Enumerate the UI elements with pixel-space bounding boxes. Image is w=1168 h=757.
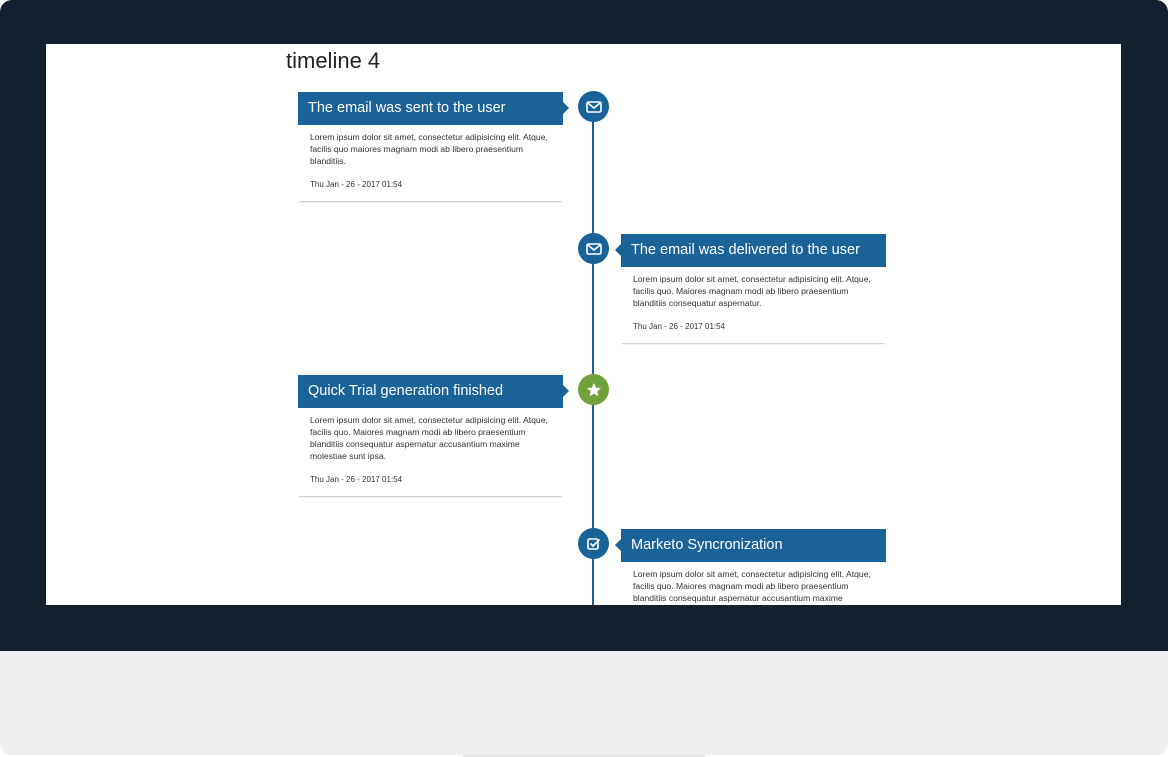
envelope-icon (578, 91, 609, 122)
event-body (621, 562, 886, 605)
timeline-event[interactable] (298, 375, 563, 496)
envelope-icon (578, 233, 609, 264)
screen (46, 44, 1121, 605)
event-description: Lorem ipsum dolor sit amet, consectetur adipisicing elit. Atque, facilis quo maiores magnam modi ab libero praesentium blanditiis. (310, 132, 548, 166)
page-title: timeline 4 (286, 48, 381, 73)
event-title: Quick Trial generation finished (298, 375, 563, 408)
event-title: The email was delivered to the user (621, 234, 886, 267)
event-date: Thu Jan - 26 - 2017 01:54 (310, 475, 403, 484)
event-date: Thu Jan - 26 - 2017 01:54 (310, 180, 403, 189)
star-icon (578, 374, 609, 405)
timeline-event[interactable] (621, 234, 886, 343)
event-body (621, 267, 886, 343)
event-body (298, 125, 563, 201)
event-title: Marketo Syncronization (621, 529, 886, 562)
timeline-event[interactable] (621, 529, 886, 605)
timeline-event[interactable] (298, 92, 563, 201)
event-title: The email was sent to the user (298, 92, 563, 125)
event-description: Lorem ipsum dolor sit amet, consectetur adipisicing elit. Atque, facilis quo. Maiores magnam modi ab libero praesentium blanditiis consequatur aspernatur accusantium maxime molestiae sunt ipsa. (310, 415, 548, 461)
monitor-chin (0, 651, 1168, 755)
event-description: Lorem ipsum dolor sit amet, consectetur adipisicing elit. Atque, facilis quo. Maiores magnam modi ab libero praesentium blanditiis consequatur aspernatur. (633, 274, 871, 308)
event-date: Thu Jan - 26 - 2017 01:54 (633, 322, 726, 331)
event-body (298, 408, 563, 496)
event-description: Lorem ipsum dolor sit amet, consectetur adipisicing elit. Atque, facilis quo. Maiores magnam modi ab libero praesentium blanditiis consequatur aspernatur accusantium maxime (633, 569, 871, 603)
checkbox-icon (578, 528, 609, 559)
